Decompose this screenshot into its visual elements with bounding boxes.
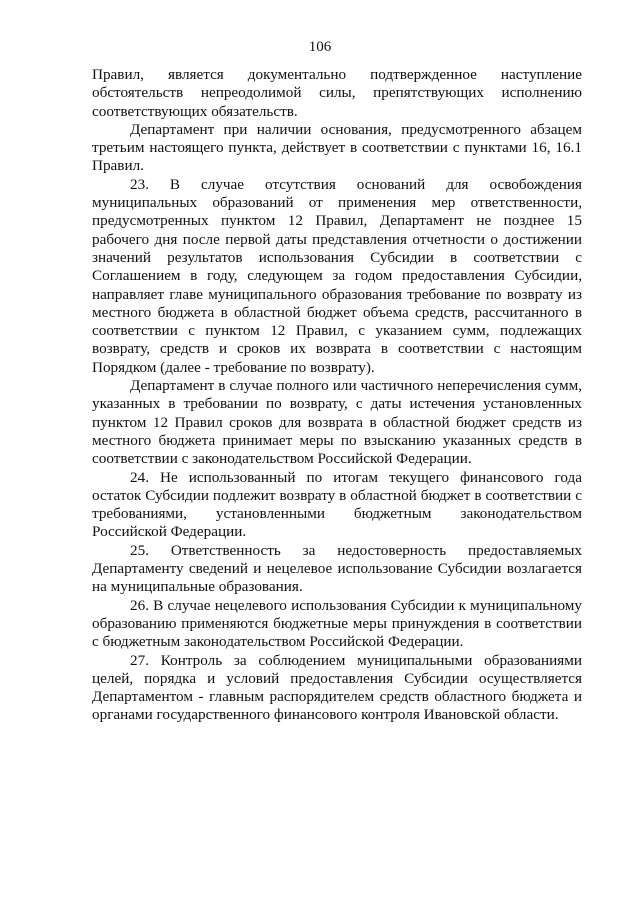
document-body xyxy=(92,66,582,725)
paragraph-item-24: 24. Не использованный по итогам текущего финансового года остаток Субсидии подлежит возврату в областной бюджет в соответствии с требованиями, установленными бюджетным законодательством Российской Федерации. xyxy=(92,468,582,541)
paragraph-item-26: 26. В случае нецелевого использования Субсидии к муниципальному образованию применяются бюджетные меры принуждения в соответствии с бюджетным законодательством Российской Федерации. xyxy=(92,596,582,651)
paragraph-department-action: Департамент при наличии основания, предусмотренного абзацем третьим настоящего пункта, действует в соответствии с пунктами 16, 16.1 Правил. xyxy=(92,120,582,175)
paragraph-department-recovery: Департамент в случае полного или частичного неперечисления сумм, указанных в требовании по возврату, с даты истечения установленных пунктом 12 Правил сроков для возврата в областной бюджет средств из местного бюджета принимает меры по взысканию указанных средств в соответствии с законодательством Российской Федерации. xyxy=(92,377,582,468)
paragraph-continuation: Правил, является документально подтвержденное наступление обстоятельств непреодолимой силы, препятствующих исполнению соответствующих обязательств. xyxy=(92,66,582,120)
page-number: 106 xyxy=(308,39,332,55)
paragraph-item-27: 27. Контроль за соблюдением муниципальными образованиями целей, порядка и условий предоставления Субсидии осуществляется Департаментом - главным распорядителем средств областного бюджета и органами государственного финансового контроля Ивановской области. xyxy=(92,651,582,724)
paragraph-item-23: 23. В случае отсутствия оснований для освобождения муниципальных образований от применения мер ответственности, предусмотренных пунктом 12 Правил, Департамент не позднее 15 рабочего дня после первой даты представления отчетности о достижении значений результатов использования Субсидии в соответствии с Соглашением в году, следующем за годом предоставления Субсидии, направляет главе муниципального образования требование по возврату из местного бюджета в областной бюджет объема средств, рассчитанного в соответствии с пунктом 12 Правил, с указанием сумм, подлежащих возврату, средств и сроков их возврата в соответствии с настоящим Порядком (далее - требование по возврату). xyxy=(92,175,582,376)
paragraph-item-25: 25. Ответственность за недостоверность предоставляемых Департаменту сведений и нецелевое использование Субсидии возлагается на муниципальные образования. xyxy=(92,541,582,596)
